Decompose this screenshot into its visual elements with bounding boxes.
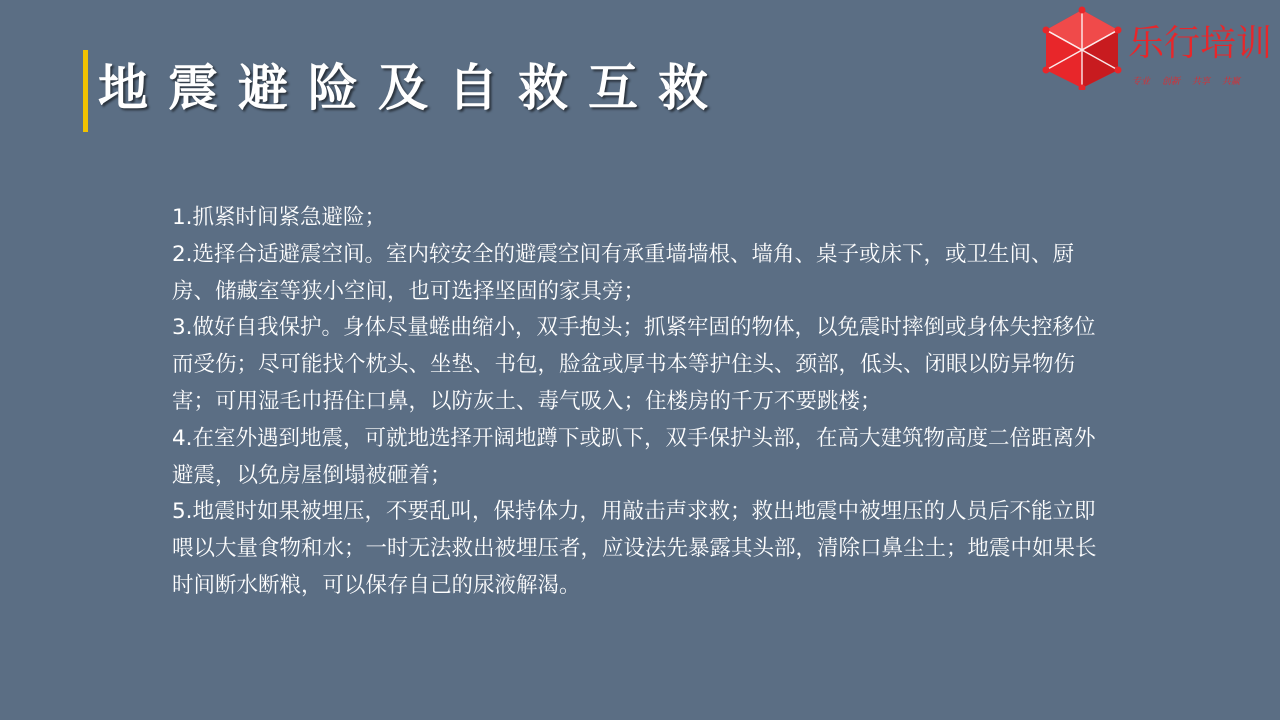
list-item: 5.地震时如果被埋压，不要乱叫，保持体力，用敲击声求救；救出地震中被埋压的人员后不能立即喂以大量食物和水；一时无法救出被埋压者，应设法先暴露其头部，清除口鼻尘土；地震中如果长时间断水断粮，可以保存自己的尿液解渴。 — [172, 499, 1097, 598]
logo-tag: 共享 — [1192, 77, 1211, 87]
list-item: 3.做好自我保护。身体尽量蜷曲缩小，双手抱头；抓紧牢固的物体，以免震时摔倒或身体失控移位而受伤；尽可能找个枕头、坐垫、书包，脸盆或厚书本等护住头、颈部，低头、闭眼以防异物伤害；可用湿毛巾捂住口鼻，以防灰土、毒气吸入；住楼房的千万不要跳楼； — [172, 315, 1096, 414]
title-accent-bar — [83, 50, 88, 132]
slide-title: 地震避险及自救互救 — [98, 59, 728, 117]
body-text — [172, 200, 1112, 605]
logo-name: 乐行培训 — [1128, 23, 1273, 64]
logo-tag: 共赢 — [1222, 77, 1241, 87]
list-item: 2.选择合适避震空间。室内较安全的避震空间有承重墙墙根、墙角、桌子或床下，或卫生间、厨房、储藏室等狭小空间，也可选择坚固的家具旁； — [172, 241, 1075, 304]
company-logo — [1040, 6, 1272, 96]
logo-tag: 专业 — [1132, 77, 1151, 87]
red-cube-logo-icon — [1040, 6, 1124, 90]
logo-tag: 创新 — [1162, 77, 1181, 87]
list-item: 1.抓紧时间紧急避险； — [172, 205, 387, 230]
list-item: 4.在室外遇到地震，可就地选择开阔地蹲下或趴下，双手保护头部，在高大建筑物高度二倍距离外避震，以免房屋倒塌被砸着； — [172, 425, 1096, 488]
logo-tagline — [1132, 76, 1240, 88]
